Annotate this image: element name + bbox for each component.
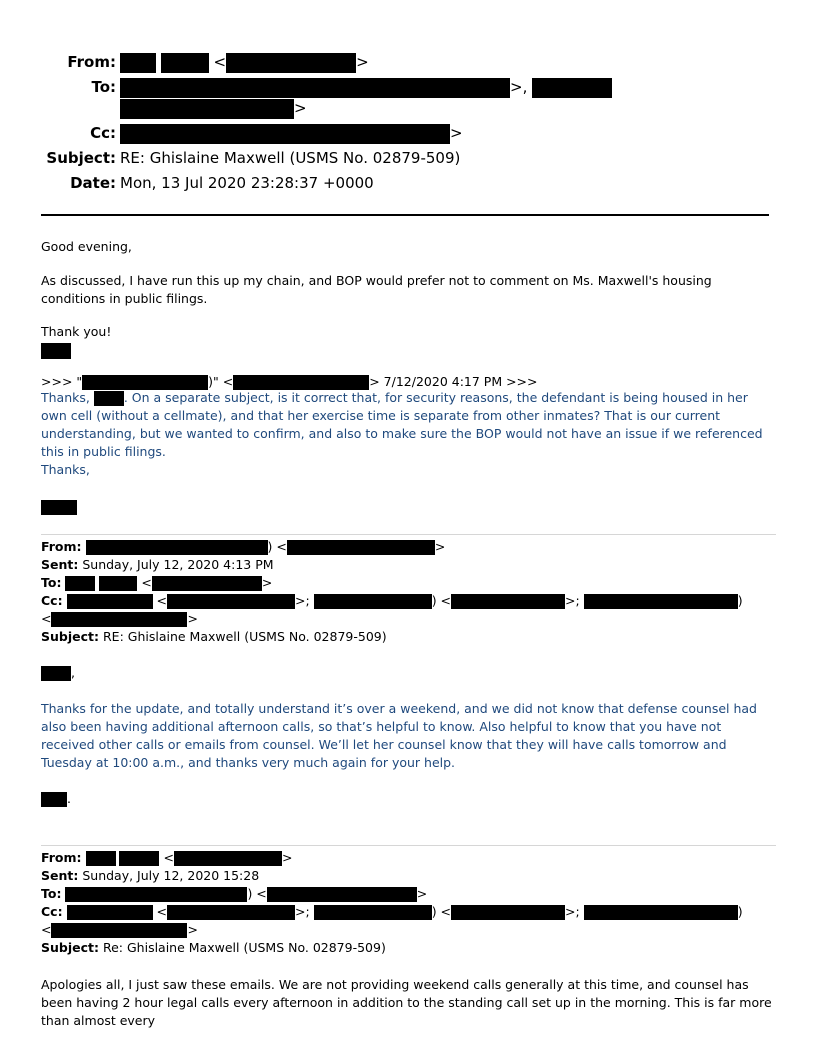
redaction [120, 99, 294, 119]
quote-mid: )" < [208, 374, 234, 389]
message-body: As discussed, I have run this up my chain, and BOP would prefer not to comment on Ms. Maxwell's housing conditions in public filings. [41, 273, 712, 306]
to-label: To: [41, 886, 62, 901]
redaction [119, 851, 159, 866]
redaction [532, 78, 612, 98]
signature-redaction [41, 341, 776, 359]
redaction [174, 851, 282, 866]
subject-value: RE: Ghislaine Maxwell (USMS No. 02879-509) [102, 629, 387, 644]
email3-from-row: From: < > [41, 850, 293, 865]
subject-label: Subject: [41, 940, 99, 955]
sent-value: Sunday, July 12, 2020 4:13 PM [82, 557, 274, 572]
email3-to-row: To: ) < > [41, 886, 428, 901]
sent-label: Sent: [41, 557, 79, 572]
sent-label: Sent: [41, 868, 79, 883]
quote-body: . On a separate subject, is it correct that, for security reasons, the defendant is being housed in her own cell (without a cellmate), and that her exercise time is separate from other inmates? That is our current understanding, but we wanted to confirm, and also to make sure the BOP would not have an issue if we referenced this in public filings. [41, 390, 763, 459]
redaction [267, 887, 417, 902]
redaction [65, 576, 95, 591]
redaction [451, 594, 565, 609]
quote-signature-redaction [41, 498, 776, 516]
from-label: From: [67, 53, 116, 71]
from-label: From: [41, 850, 82, 865]
email3-sent-row [41, 867, 776, 885]
thanks-line: Thank you! [41, 324, 112, 339]
redaction [120, 124, 450, 144]
redaction [161, 53, 209, 73]
redaction [65, 887, 247, 902]
redaction [152, 576, 262, 591]
redaction [120, 78, 510, 98]
date-label: Date: [70, 174, 116, 192]
cc-label: Cc: [41, 593, 63, 608]
redaction [67, 594, 153, 609]
to-label: To: [41, 575, 62, 590]
redaction [67, 905, 153, 920]
redaction [314, 594, 432, 609]
email2-cc-row-cont: < > [41, 611, 198, 626]
redaction [584, 594, 738, 609]
subject-value: RE: Ghislaine Maxwell (USMS No. 02879-509) [120, 149, 461, 167]
redaction [41, 792, 67, 807]
email2-body: Thanks for the update, and totally understand it’s over a weekend, and we did not know that defense counsel had also been having additional afternoon calls, so that’s helpful to know. Also helpful to know that you have not received other calls or emails from counsel. We’ll let her counsel know that they will have calls tomorrow and Tuesday at 10:00 a.m., and thanks very much again for your help. [41, 701, 757, 770]
email2-salutation: , [41, 664, 776, 682]
email3-cc-row: Cc: < >; ) < >; ) [41, 904, 743, 919]
subject-label: Subject: [41, 629, 99, 644]
quote-suffix: > 7/12/2020 4:17 PM >>> [369, 374, 538, 389]
redaction [41, 666, 71, 681]
email-separator [41, 845, 776, 846]
email2-subject-row [41, 628, 776, 646]
redaction [167, 905, 295, 920]
quote-prefix: >>> " [41, 374, 83, 389]
quoted-body [41, 389, 776, 461]
cc-label: Cc: [90, 124, 116, 142]
redaction [86, 851, 116, 866]
cc-label: Cc: [41, 904, 63, 919]
redaction [82, 375, 208, 390]
email-separator [41, 534, 776, 535]
redaction [233, 375, 369, 390]
redaction [86, 540, 268, 555]
email2-signature: . [41, 790, 776, 808]
email3-body: Apologies all, I just saw these emails. We are not providing weekend calls generally at this time, and counsel has been having 2 hour legal calls every afternoon in addition to the standing call set up in the morning. This is far more than almost every [41, 977, 772, 1028]
redaction [584, 905, 738, 920]
email3-cc-row-cont: < > [41, 922, 198, 937]
redaction [94, 391, 124, 406]
redaction [287, 540, 435, 555]
email3-subject-row [41, 939, 776, 957]
redaction [51, 612, 187, 627]
sent-value: Sunday, July 12, 2020 15:28 [82, 868, 260, 883]
redaction [451, 905, 565, 920]
redaction [41, 500, 77, 515]
email2-from-row: From: ) < > [41, 539, 446, 554]
email2-sent-row [41, 556, 776, 574]
to-label: To: [91, 78, 116, 96]
email2-cc-row: Cc: < >; ) < >; ) [41, 593, 743, 608]
subject-value: Re: Ghislaine Maxwell (USMS No. 02879-509) [102, 940, 386, 955]
date-value: Mon, 13 Jul 2020 23:28:37 +0000 [120, 174, 374, 192]
redaction [51, 923, 187, 938]
quote-thanks-lead: Thanks, [41, 390, 94, 405]
subject-label: Subject: [46, 149, 116, 167]
redaction [41, 343, 71, 359]
greeting: Good evening, [41, 239, 132, 254]
redaction [120, 53, 156, 73]
from-label: From: [41, 539, 82, 554]
header-divider [41, 214, 769, 216]
quote-closing: Thanks, [41, 462, 90, 477]
redaction [167, 594, 295, 609]
email2-to-row: To: < > [41, 575, 273, 590]
redaction [314, 905, 432, 920]
redaction [99, 576, 137, 591]
redaction [226, 53, 356, 73]
